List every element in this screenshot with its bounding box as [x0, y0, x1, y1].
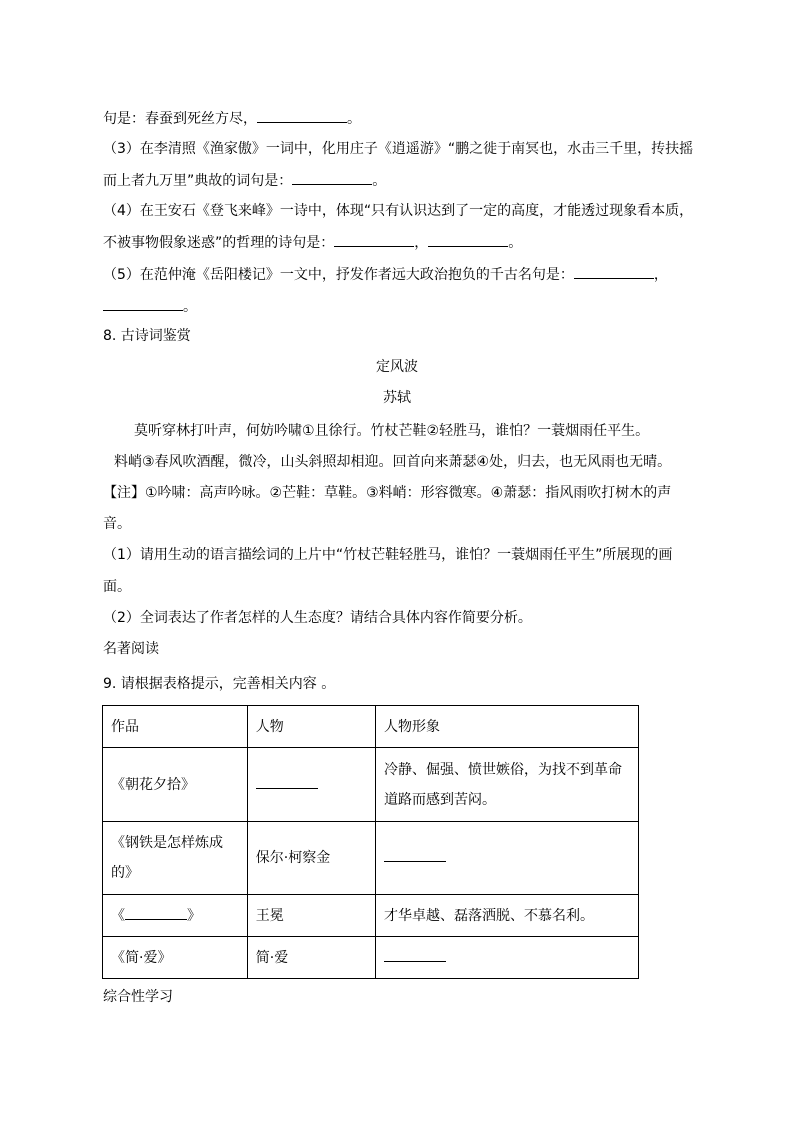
answer-blank[interactable] [428, 232, 508, 247]
classic-works-table [102, 705, 639, 979]
q7-part4-line-1: （4）在王安石《登飞来峰》一诗中，体现“只有认识达到了一定的高度，才能透过现象看本质， [103, 203, 694, 219]
answer-blank[interactable] [257, 108, 347, 123]
cell-person: 简·爱 [247, 937, 375, 979]
answer-blank[interactable] [384, 947, 446, 962]
header-work: 作品 [103, 706, 248, 748]
poem-verse-2: 料峭③春风吹酒醒，微冷，山头斜照却相迎。回首向来萧瑟④处，归去，也无风雨也无晴。 [114, 454, 672, 470]
q7-part4-mid: ， [414, 235, 429, 251]
q8-sub2: （2）全词表达了作者怎样的人生态度？请结合具体内容作简要分析。 [103, 610, 532, 626]
section-comprehensive-study: 综合性学习 [103, 989, 173, 1005]
q8-heading: 8. 古诗词鉴赏 [103, 328, 191, 344]
q7-part4-end: 。 [508, 235, 523, 251]
cell-work-close: 》 [187, 907, 201, 924]
cell-work-line-1: 《钢铁是怎样炼成 [111, 835, 223, 851]
section-classic-reading: 名著阅读 [103, 641, 159, 657]
q7-line-1-end: 。 [347, 111, 361, 127]
cell-work-open: 《 [111, 907, 125, 924]
q7-part5-end: 。 [183, 299, 197, 315]
q7-part3-end: 。 [372, 173, 387, 189]
q7-part3-text: 而上者九万里”典故的词句是： [103, 173, 293, 189]
cell-work-line-2: 的》 [111, 865, 139, 881]
answer-blank[interactable] [292, 170, 372, 185]
q9-heading: 9. 请根据表格提示，完善相关内容 。 [103, 676, 336, 692]
poem-note-line-1: 【注】①吟啸：高声吟咏。②芒鞋：草鞋。③料峭：形容微寒。④萧瑟：指风雨吹打树木的声 [103, 485, 672, 501]
answer-blank[interactable] [384, 847, 446, 862]
q7-part3-line-2 [103, 170, 386, 191]
q7-line-1-text: 句是：春蚕到死丝方尽， [103, 111, 257, 127]
cell-work: 《朝花夕拾》 [103, 748, 248, 822]
q8-sub1-line-1: （1）请用生动的语言描绘词的上片中“竹杖芒鞋轻胜马，谁怕？一蓑烟雨任平生”所展现的画 [103, 547, 673, 563]
cell-work [103, 895, 248, 937]
q7-part4-text: 不被事物假象迷惑”的哲理的诗句是： [103, 235, 335, 251]
cell-person: 王冕 [247, 895, 375, 937]
answer-blank[interactable] [103, 296, 183, 311]
cell-image-line-1: 冷静、倔强、愤世嫉俗，为找不到革命 [383, 761, 622, 778]
poem-title: 定风波 [376, 359, 418, 375]
q7-part5-mid: ， [653, 267, 668, 283]
table-row [103, 748, 639, 822]
answer-blank[interactable] [334, 232, 414, 247]
table-row [103, 822, 639, 895]
cell-person [247, 748, 375, 822]
answer-blank[interactable] [256, 774, 318, 789]
cell-image [375, 822, 638, 895]
poem-note-line-2: 音。 [103, 516, 131, 532]
poem-author: 苏轼 [383, 390, 411, 406]
table-row [103, 895, 639, 937]
table-row [103, 937, 639, 979]
answer-blank[interactable] [574, 264, 654, 279]
header-person: 人物 [247, 706, 375, 748]
q7-line-1 [103, 108, 361, 129]
q7-part5-line-1 [103, 264, 668, 285]
q7-part4-line-2 [103, 232, 522, 253]
cell-image-line-2: 道路而感到苦闷。 [383, 791, 496, 808]
answer-blank[interactable] [125, 905, 187, 920]
q7-part3-line-1: （3）在李清照《渔家傲》一词中，化用庄子《逍遥游》“鹏之徙于南冥也，水击三千里，抟扶摇 [103, 141, 694, 157]
table-header-row [103, 706, 639, 748]
cell-person: 保尔·柯察金 [247, 822, 375, 895]
q7-part5-line-2 [103, 296, 197, 317]
q8-sub1-line-2: 面。 [103, 579, 131, 595]
header-image: 人物形象 [375, 706, 638, 748]
cell-image [375, 937, 638, 979]
cell-work [103, 822, 248, 895]
cell-work: 《简·爱》 [103, 937, 248, 979]
cell-image [375, 748, 638, 822]
cell-image: 才华卓越、磊落洒脱、不慕名利。 [375, 895, 638, 937]
poem-verse-1: 莫听穿林打叶声，何妨吟啸①且徐行。竹杖芒鞋②轻胜马，谁怕？一蓑烟雨任平生。 [134, 423, 650, 439]
q7-part5-text: （5）在范仲淹《岳阳楼记》一文中，抒发作者远大政治抱负的千古名句是： [103, 267, 574, 283]
